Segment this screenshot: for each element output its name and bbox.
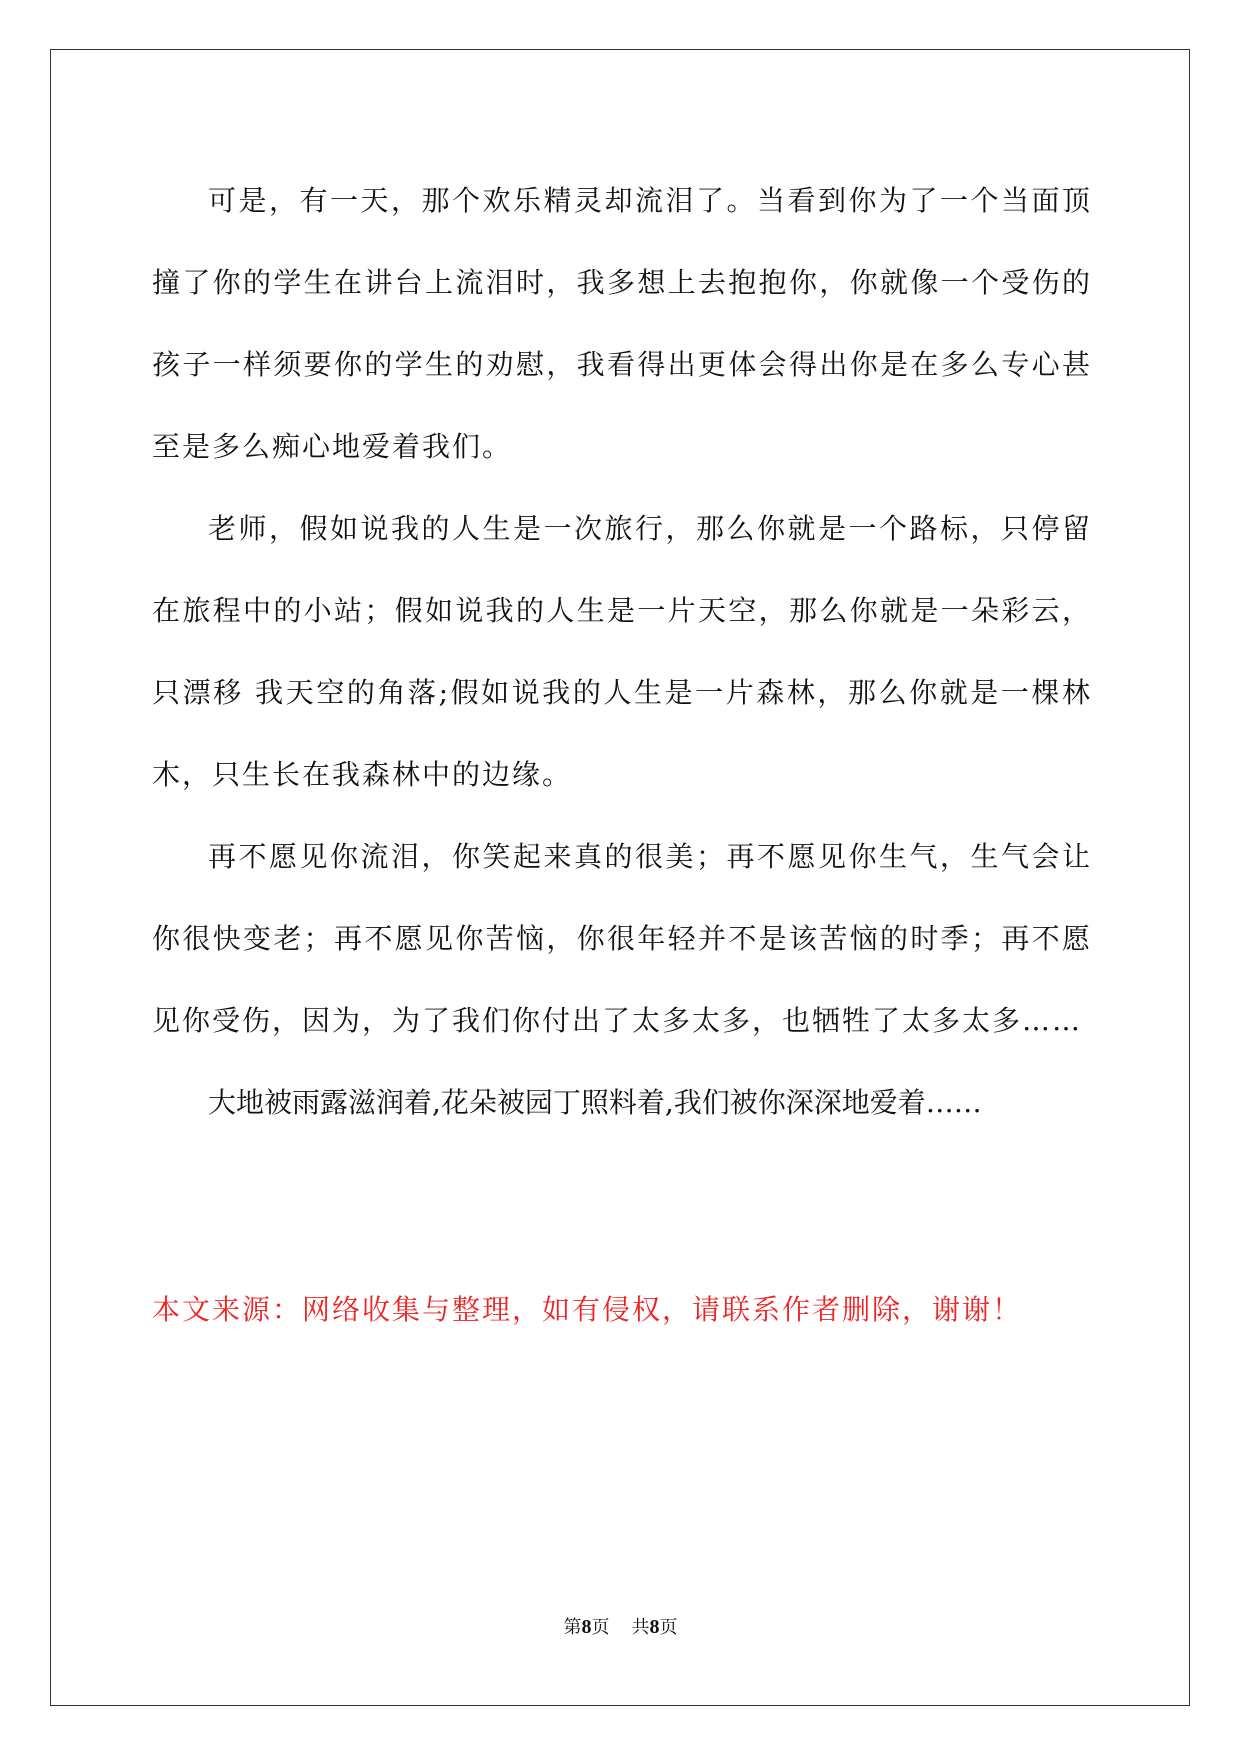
paragraph-wishes: 再不愿见你流泪，你笑起来真的很美；再不愿见你生气，生气会让你很快变老；再不愿见你苦恼，你很年轻并不是该苦恼的时季；再不愿见你受伤，因为，为了我们你付出了太多太多，也牺牲了太多太多…… (152, 840, 1092, 1037)
total-label-suffix: 页 (659, 1617, 678, 1638)
page-label-suffix: 页 (591, 1617, 610, 1638)
paragraph-life-metaphor: 老师，假如说我的人生是一次旅行，那么你就是一个路标，只停留在旅程中的小站；假如说我的人生是一片天空，那么你就是一朵彩云，只漂移 我天空的角落;假如说我的人生是一片森林，那么你就是一棵林木，只生长在我森林中的边缘。 (152, 512, 1092, 791)
paragraph-teacher-tears: 可是，有一天，那个欢乐精灵却流泪了。当看到你为了一个当面顶撞了你的学生在讲台上流泪时，我多想上去抱抱你，你就像一个受伤的孩子一样须要你的学生的劝慰，我看得出更体会得出你是在多么专心甚至是多么痴心地爱着我们。 (152, 184, 1092, 463)
page-footer (0, 1612, 1241, 1643)
current-page-number: 8 (581, 1616, 592, 1638)
paragraph-closing: 大地被雨露滋润着,花朵被园丁照料着,我们被你深深地爱着…… (208, 1086, 982, 1119)
source-disclaimer: 本文来源：网络收集与整理，如有侵权，请联系作者删除，谢谢！ (152, 1293, 1023, 1326)
page-label-prefix: 第 (563, 1617, 582, 1638)
document-body (152, 160, 1092, 1144)
total-label-prefix: 共 (631, 1617, 650, 1638)
total-page-number: 8 (649, 1616, 660, 1638)
